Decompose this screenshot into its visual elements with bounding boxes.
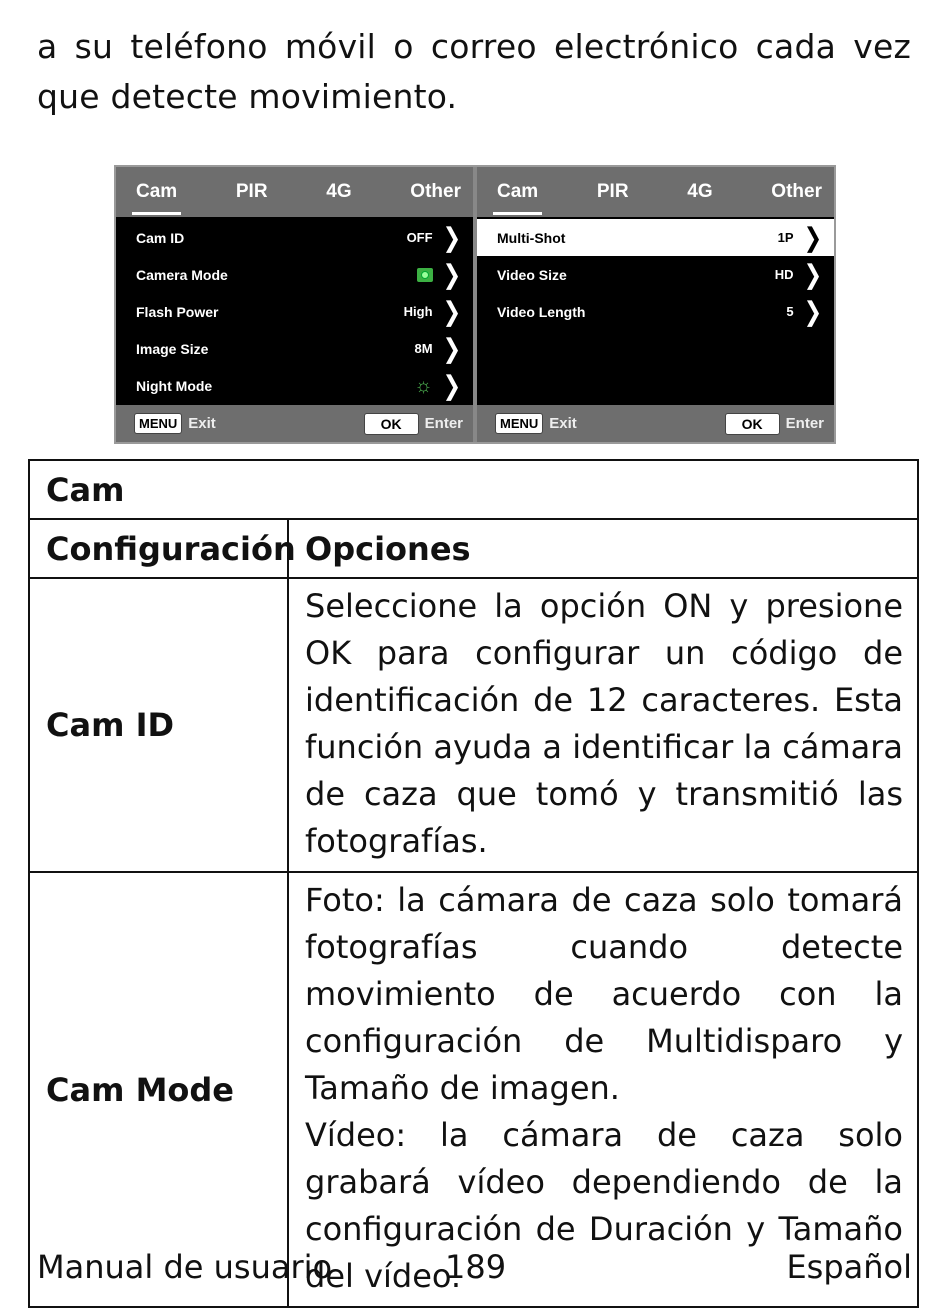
- menu-row-value: 1P: [777, 230, 794, 245]
- menu-row-multi-shot[interactable]: [477, 219, 834, 256]
- setting-name: Cam ID: [29, 578, 288, 872]
- menu-row-label: Video Size: [497, 266, 567, 283]
- setting-description: [288, 578, 918, 872]
- chevron-right-icon: ❯: [803, 295, 822, 326]
- menu-row-label: Multi-Shot: [497, 229, 566, 246]
- tab-other[interactable]: Other: [410, 181, 461, 202]
- setting-name: Cam Mode: [29, 872, 288, 1307]
- night-vision-icon: ☼: [414, 374, 433, 397]
- column-header-setting: Configuración: [29, 519, 288, 578]
- intro-paragraph: a su teléfono móvil o correo electrónico cada vez que detecte movimiento.: [37, 27, 911, 116]
- menu-screen-cam-video: [477, 167, 834, 442]
- chevron-right-icon: ❯: [442, 221, 461, 252]
- menu-row-camera-mode[interactable]: [116, 256, 473, 293]
- tab-pir[interactable]: PIR: [235, 181, 268, 202]
- chevron-right-icon: ❯: [442, 295, 461, 326]
- menu-row-value: 5: [786, 304, 794, 319]
- tab-pir[interactable]: PIR: [596, 181, 629, 202]
- menu-row-video-size[interactable]: [477, 256, 834, 293]
- ok-key-label: Enter: [785, 415, 824, 432]
- menu-key-label: Exit: [188, 415, 216, 432]
- tab-other[interactable]: Other: [771, 181, 822, 202]
- menu-tabs: [116, 167, 473, 217]
- menu-key-label: Exit: [549, 415, 577, 432]
- ok-key[interactable]: OK: [364, 413, 419, 435]
- menu-row-label: Night Mode: [136, 377, 213, 394]
- table-title: Cam: [29, 460, 918, 519]
- table-row: [29, 578, 918, 872]
- menu-footer: [116, 405, 473, 442]
- chevron-right-icon: ❯: [803, 221, 822, 252]
- menu-row-night-mode[interactable]: [116, 367, 473, 404]
- description-paragraph: Seleccione la opción ON y presione OK para configurar un código de identificación de 12 caracteres. Esta función ayuda a identificar la cámara de caza que tomó y transmitió las fotografías.: [305, 587, 903, 860]
- menu-row-video-length[interactable]: [477, 293, 834, 330]
- tab-4g[interactable]: 4G: [687, 181, 713, 202]
- menu-screen-cam: [116, 167, 473, 442]
- menu-row-image-size[interactable]: [116, 330, 473, 367]
- menu-key[interactable]: MENU: [495, 413, 543, 434]
- menu-row-value: High: [403, 304, 433, 319]
- menu-key[interactable]: MENU: [134, 413, 182, 434]
- chevron-right-icon: ❯: [803, 258, 822, 289]
- menu-row-flash-power[interactable]: [116, 293, 473, 330]
- footer-manual-title: Manual de usuario: [37, 1248, 333, 1286]
- page-number: 189: [445, 1248, 507, 1286]
- menu-tabs: [477, 167, 834, 217]
- ok-key[interactable]: OK: [725, 413, 780, 435]
- chevron-right-icon: ❯: [442, 332, 461, 363]
- menu-row-label: Image Size: [136, 340, 209, 357]
- tab-cam[interactable]: Cam: [136, 181, 178, 202]
- ok-key-label: Enter: [424, 415, 463, 432]
- chevron-right-icon: ❯: [442, 369, 461, 400]
- menu-row-value: OFF: [406, 230, 433, 245]
- menu-row-label: Video Length: [497, 303, 586, 320]
- camera-menu-screenshots: [114, 165, 836, 444]
- chevron-right-icon: ❯: [442, 258, 461, 289]
- menu-row-cam-id[interactable]: [116, 219, 473, 256]
- menu-footer: [477, 405, 834, 442]
- camera-icon: [417, 268, 433, 282]
- menu-row-label: Camera Mode: [136, 266, 228, 283]
- settings-table: [28, 459, 919, 1308]
- menu-row-value: 8M: [414, 341, 433, 356]
- footer-language: Español: [786, 1248, 912, 1286]
- menu-row-label: Cam ID: [136, 229, 185, 246]
- menu-row-label: Flash Power: [136, 303, 219, 320]
- tab-4g[interactable]: 4G: [326, 181, 352, 202]
- description-paragraph: Vídeo: la cámara de caza solo grabará vídeo dependiendo de la configuración de Duración y Tamaño del vídeo.: [305, 1116, 903, 1295]
- menu-row-value: HD: [774, 267, 794, 282]
- description-paragraph: Foto: la cámara de caza solo tomará fotografías cuando detecte movimiento de acuerdo con la configuración de Multidisparo y Tamaño de imagen.: [305, 881, 903, 1107]
- column-header-options: Opciones: [288, 519, 918, 578]
- page-footer: [37, 1242, 912, 1292]
- tab-cam[interactable]: Cam: [497, 181, 539, 202]
